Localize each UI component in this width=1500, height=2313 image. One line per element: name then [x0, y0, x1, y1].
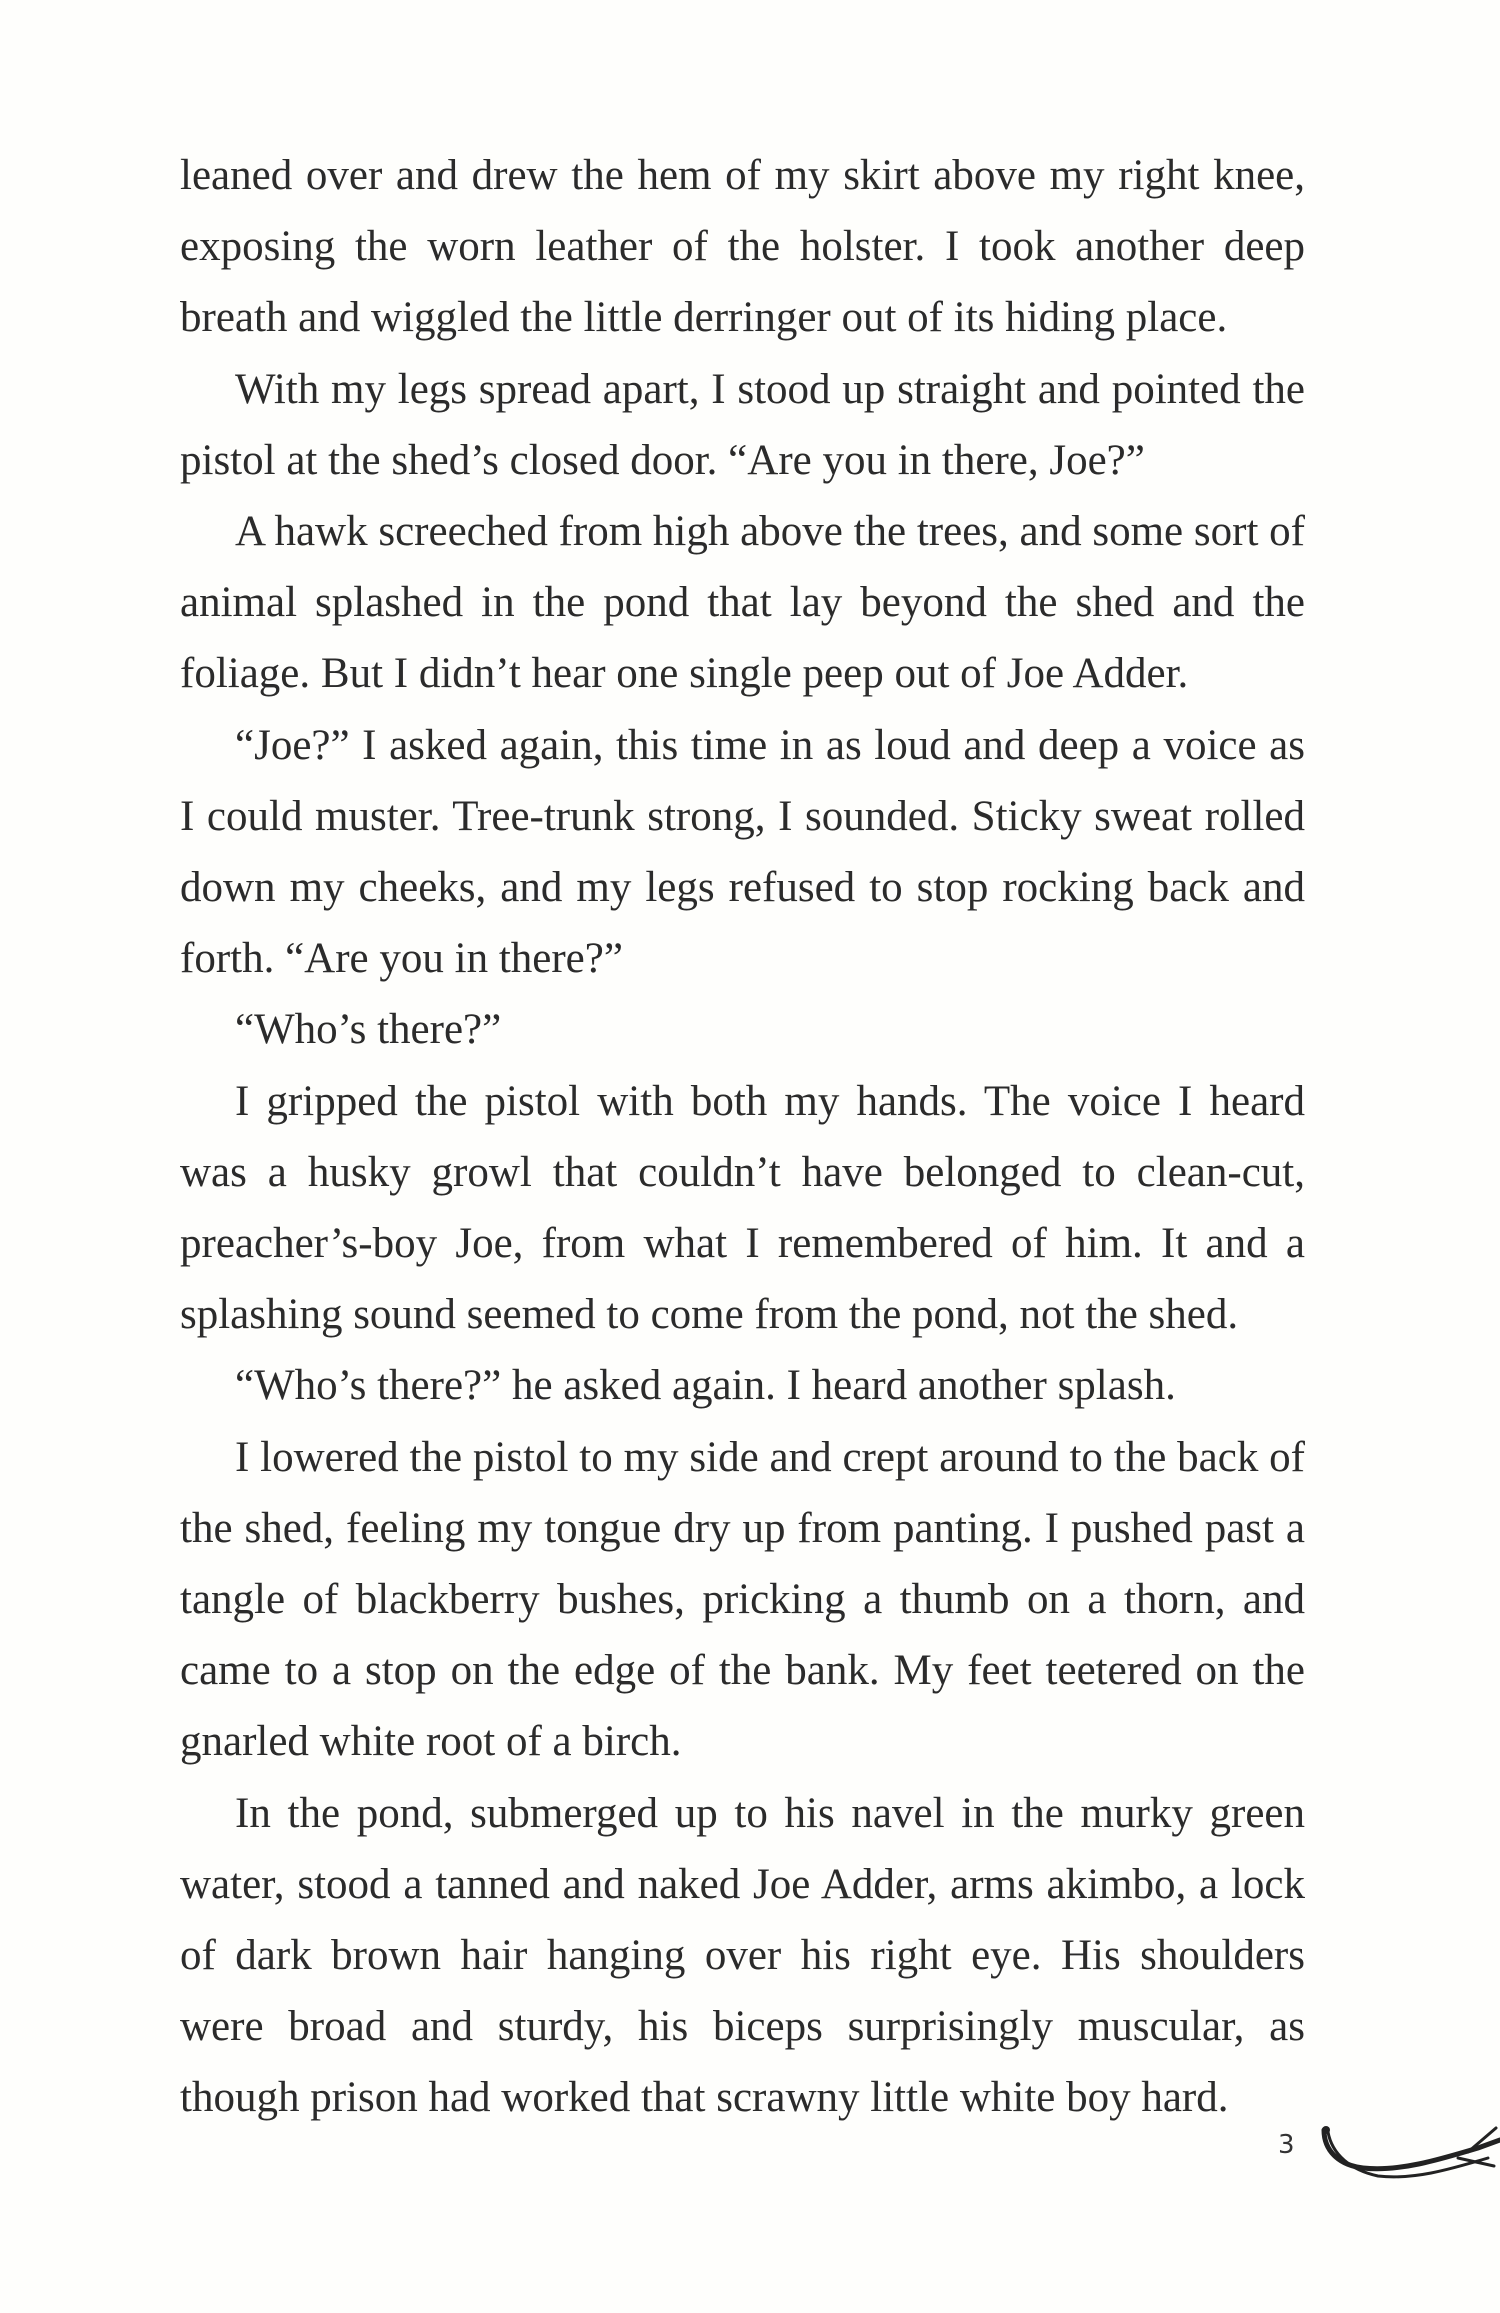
paragraph-6: I gripped the pistol with both my hands. The voice I heard was a husky growl that couldn’t have belonged to clean-cut, preacher’s-boy Joe, from what I remembered of him. It and a splashing sound seemed to come from the pond, not the shed.	[180, 1077, 1305, 1339]
paragraph-5: “Who’s there?”	[235, 1006, 502, 1054]
paragraph-1: leaned over and drew the hem of my skirt above my right knee, exposing the worn leather of the holster. I took another deep breath and wiggled the little derringer out of its hiding place.	[180, 152, 1305, 342]
page-number: 3	[1278, 2130, 1295, 2160]
paragraph-8: I lowered the pistol to my side and crept around to the back of the shed, feeling my tongue dry up from panting. I pushed past a tangle of blackberry bushes, pricking a thumb on a thorn, and came to a stop on the edge of the bank. My feet teetered on the gnarled white root of a birch.	[180, 1433, 1305, 1766]
paragraph-9: In the pond, submerged up to his navel in the murky green water, stood a tanned and naked Joe Adder, arms akimbo, a lock of dark brown hair hanging over his right eye. His shoulders were broad and sturdy, his biceps surprisingly muscular, as though prison had worked that scrawny little white boy hard.	[180, 1789, 1305, 2122]
vine-flourish-icon	[1318, 2110, 1500, 2200]
paragraph-7: “Who’s there?” he asked again. I heard another splash.	[235, 1362, 1176, 1410]
body-text	[180, 140, 1305, 2134]
paragraph-3: A hawk screeched from high above the trees, and some sort of animal splashed in the pond that lay beyond the shed and the foliage. But I didn’t hear one single peep out of Joe Adder.	[180, 508, 1305, 698]
paragraph-4: “Joe?” I asked again, this time in as loud and deep a voice as I could muster. Tree-trunk strong, I sounded. Sticky sweat rolled down my cheeks, and my legs refused to stop rocking back and forth. “Are you in there?”	[180, 721, 1305, 983]
paragraph-2: With my legs spread apart, I stood up straight and pointed the pistol at the shed’s closed door. “Are you in there, Joe?”	[180, 365, 1305, 484]
